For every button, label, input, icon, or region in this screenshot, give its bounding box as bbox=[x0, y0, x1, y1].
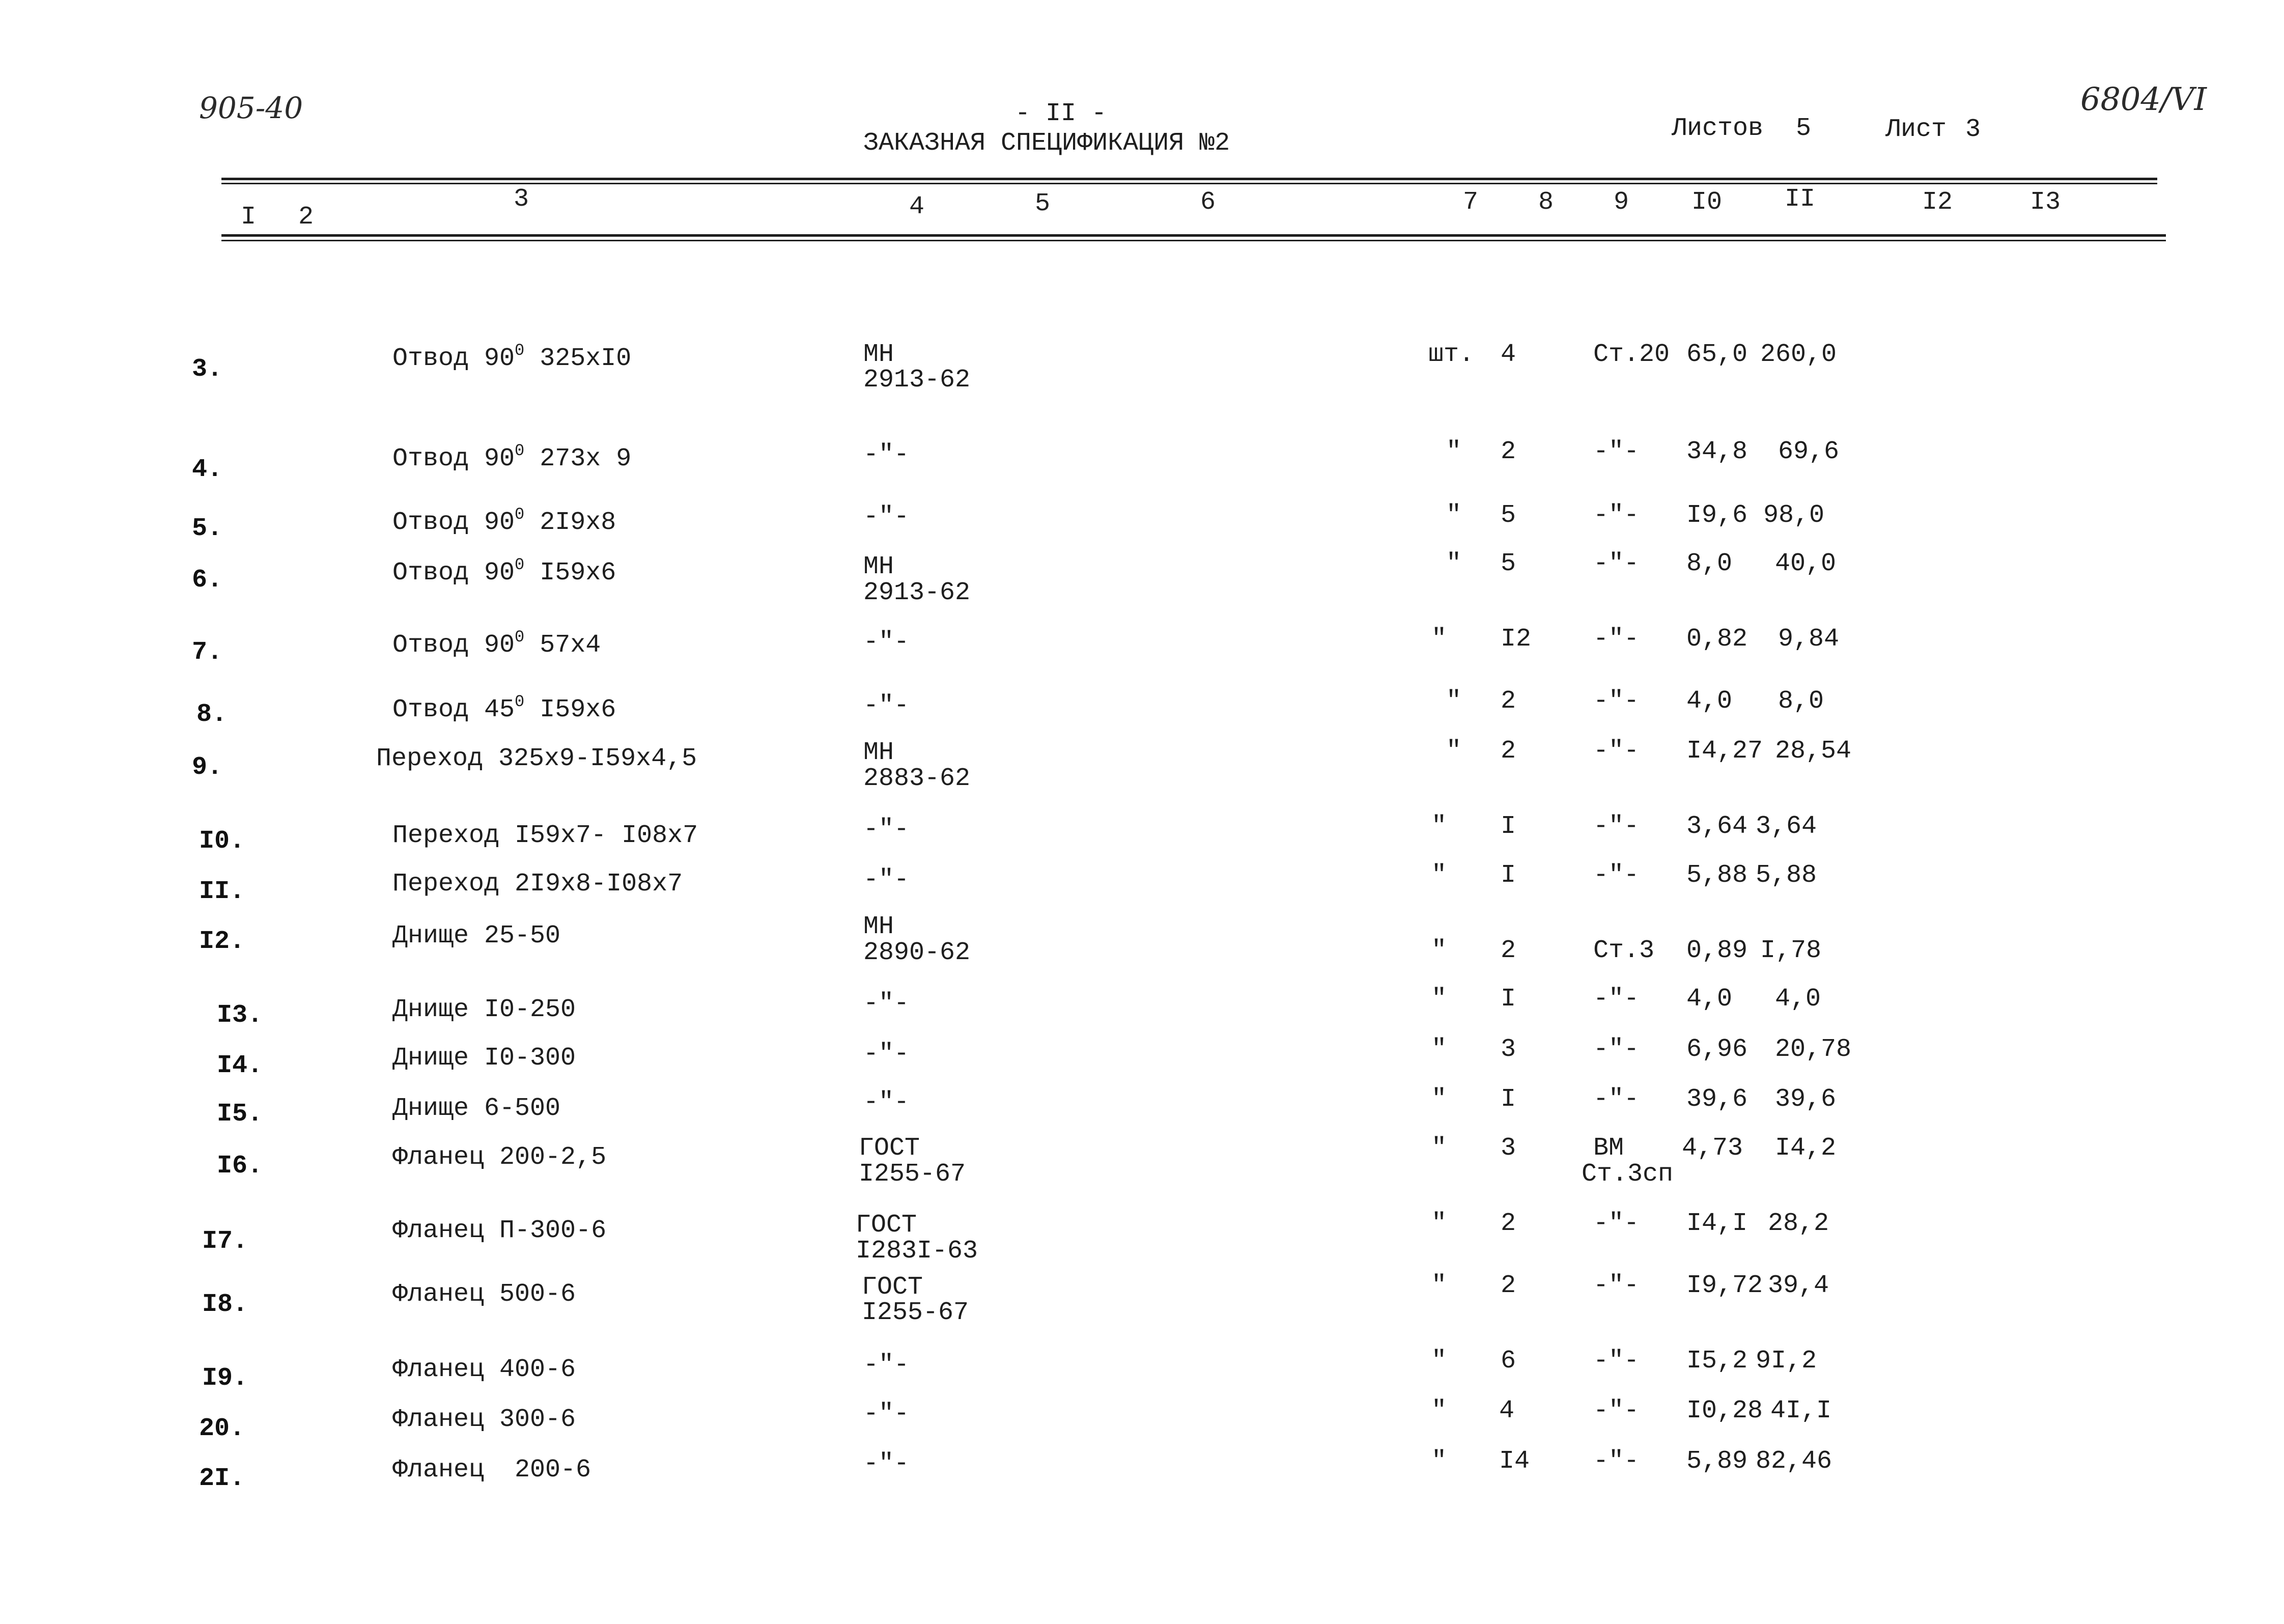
item-name-text: Отвод 90 bbox=[392, 508, 515, 537]
column-number: I2 bbox=[1922, 188, 1953, 217]
standard-doc-line: 2883-62 bbox=[863, 764, 971, 793]
handwritten-album-code: 6804/VI bbox=[2080, 80, 2207, 118]
unit-mass: 39,6 bbox=[1686, 1085, 1748, 1114]
standard-doc-line: -"- bbox=[863, 989, 910, 1018]
quantity: 2 bbox=[1501, 1271, 1516, 1300]
total-mass: 40,0 bbox=[1775, 549, 1837, 578]
quantity: 6 bbox=[1501, 1347, 1516, 1376]
material-line: Ст.20 bbox=[1593, 340, 1670, 369]
material-line: -"- bbox=[1593, 861, 1640, 890]
unit-mass: I4,27 bbox=[1686, 737, 1763, 766]
row-number: I0. bbox=[199, 827, 245, 856]
unit-mass: I9,72 bbox=[1686, 1271, 1763, 1300]
material-line: -"- bbox=[1593, 1271, 1640, 1300]
item-name-size: I59х6 bbox=[524, 695, 616, 724]
item-name-text: Переход I59х7- I08х7 bbox=[392, 821, 698, 850]
handwritten-doc-code: 905-40 bbox=[199, 91, 303, 125]
unit-of-measure: " bbox=[1431, 861, 1447, 890]
unit-mass: 34,8 bbox=[1686, 437, 1748, 466]
standard-doc-line: I255-67 bbox=[862, 1298, 969, 1327]
material-line: -"- bbox=[1593, 1209, 1640, 1238]
quantity: 2 bbox=[1501, 437, 1516, 466]
item-name-text: Днище 6-500 bbox=[392, 1094, 561, 1123]
unit-of-measure: шт. bbox=[1428, 340, 1475, 369]
degree-superscript: 0 bbox=[515, 555, 525, 574]
unit-of-measure: " bbox=[1431, 812, 1447, 841]
item-name bbox=[392, 823, 698, 849]
total-mass: 69,6 bbox=[1778, 437, 1840, 466]
row-number: I2. bbox=[199, 927, 245, 956]
standard-doc-line: ГОСТ bbox=[856, 1211, 917, 1240]
total-mass: 4I,I bbox=[1770, 1396, 1832, 1425]
item-name bbox=[392, 1407, 576, 1433]
total-mass: 3,64 bbox=[1756, 812, 1817, 841]
row-number: 9. bbox=[192, 753, 223, 782]
item-name bbox=[392, 1282, 576, 1307]
quantity: 5 bbox=[1501, 501, 1516, 530]
unit-of-measure: " bbox=[1431, 1209, 1447, 1238]
row-number: I4. bbox=[217, 1051, 263, 1080]
unit-of-measure: " bbox=[1431, 936, 1447, 965]
item-name-text: Фланец 200-6 bbox=[392, 1455, 591, 1485]
material-line: -"- bbox=[1593, 549, 1640, 578]
row-number: 5. bbox=[192, 514, 223, 543]
row-number: 7. bbox=[192, 638, 223, 667]
page-title: ЗАКАЗНАЯ СПЕЦИФИКАЦИЯ №2 bbox=[863, 129, 1230, 158]
item-name-text: Отвод 90 bbox=[392, 344, 515, 373]
material-line: -"- bbox=[1593, 625, 1640, 654]
sheet-label: Лист bbox=[1885, 115, 1947, 144]
item-name-text: Днище I0-300 bbox=[392, 1044, 576, 1073]
item-name-text: Переход 2I9х8-I08х7 bbox=[392, 870, 683, 899]
column-number: 8 bbox=[1538, 188, 1554, 217]
row-number: I8. bbox=[202, 1290, 248, 1319]
quantity: 2 bbox=[1501, 737, 1516, 766]
unit-of-measure: " bbox=[1431, 1271, 1447, 1300]
item-name bbox=[392, 1145, 606, 1170]
item-name-text: Переход 325х9-I59х4,5 bbox=[376, 744, 697, 773]
standard-doc-line: -"- bbox=[863, 628, 910, 657]
total-mass: 260,0 bbox=[1760, 340, 1837, 369]
unit-of-measure: " bbox=[1431, 625, 1447, 654]
unit-of-measure: " bbox=[1431, 1396, 1447, 1425]
item-name-text: Фланец 300-6 bbox=[392, 1405, 576, 1434]
item-name bbox=[392, 341, 632, 374]
page-marker: - II - bbox=[1015, 99, 1107, 128]
item-name-text: Отвод 90 bbox=[392, 444, 515, 473]
item-name-size: 57х4 bbox=[524, 631, 601, 660]
sheets-label: Листов bbox=[1672, 114, 1764, 143]
total-mass: 28,2 bbox=[1768, 1209, 1829, 1238]
total-mass: I,78 bbox=[1760, 936, 1822, 965]
item-name bbox=[392, 628, 601, 660]
material-line: ВМ bbox=[1593, 1134, 1624, 1163]
item-name-text: Днище 25-50 bbox=[392, 921, 561, 950]
item-name bbox=[392, 1218, 606, 1244]
row-number: I3. bbox=[217, 1001, 263, 1030]
unit-of-measure: " bbox=[1431, 1347, 1447, 1376]
item-name-text: Фланец 400-6 bbox=[392, 1355, 576, 1384]
item-name bbox=[392, 1455, 591, 1485]
row-number: 4. bbox=[192, 455, 223, 484]
unit-of-measure: " bbox=[1446, 501, 1462, 530]
item-name-text: Днище I0-250 bbox=[392, 995, 576, 1024]
material-line: -"- bbox=[1593, 437, 1640, 466]
unit-mass: 8,0 bbox=[1686, 549, 1733, 578]
standard-doc-line: 2913-62 bbox=[863, 578, 971, 607]
sheet-value: 3 bbox=[1965, 115, 1981, 144]
item-name-size: I59х6 bbox=[524, 558, 616, 587]
item-name-size: 273х 9 bbox=[524, 444, 632, 473]
total-mass: 9I,2 bbox=[1756, 1347, 1817, 1376]
unit-mass: I4,I bbox=[1686, 1209, 1748, 1238]
column-number: 6 bbox=[1200, 188, 1216, 217]
unit-mass: 5,88 bbox=[1686, 861, 1748, 890]
unit-of-measure: " bbox=[1446, 437, 1462, 466]
column-number: 3 bbox=[514, 185, 529, 214]
quantity: I bbox=[1501, 812, 1516, 841]
degree-superscript: 0 bbox=[515, 692, 525, 711]
sheets-value: 5 bbox=[1796, 114, 1812, 143]
standard-doc-line: -"- bbox=[863, 440, 910, 469]
item-name-text: Отвод 90 bbox=[392, 631, 515, 660]
degree-superscript: 0 bbox=[515, 341, 525, 360]
material-line: -"- bbox=[1593, 1035, 1640, 1064]
standard-doc-line: -"- bbox=[863, 502, 910, 531]
unit-of-measure: " bbox=[1431, 985, 1447, 1014]
item-name bbox=[392, 1096, 560, 1122]
standard-doc-line: -"- bbox=[863, 1449, 910, 1478]
quantity: I bbox=[1501, 1085, 1516, 1114]
item-name-text: Отвод 90 bbox=[392, 558, 515, 587]
column-number: II bbox=[1785, 185, 1816, 214]
quantity: 3 bbox=[1501, 1035, 1516, 1064]
unit-mass: I0,28 bbox=[1686, 1396, 1763, 1425]
unit-of-measure: " bbox=[1431, 1085, 1447, 1114]
standard-doc-line: ГОСТ bbox=[862, 1273, 923, 1302]
material-line: -"- bbox=[1593, 985, 1640, 1014]
item-name bbox=[392, 1357, 576, 1383]
total-mass: 28,54 bbox=[1775, 737, 1852, 766]
unit-of-measure: " bbox=[1431, 1134, 1447, 1163]
material-line: -"- bbox=[1593, 812, 1640, 841]
quantity: 2 bbox=[1501, 1209, 1516, 1238]
item-name bbox=[392, 997, 576, 1023]
standard-doc-line: -"- bbox=[863, 815, 910, 844]
item-name bbox=[392, 505, 616, 538]
unit-mass: 4,0 bbox=[1686, 985, 1733, 1014]
unit-mass: 0,89 bbox=[1686, 936, 1748, 965]
standard-doc-line: 2913-62 bbox=[863, 366, 971, 395]
total-mass: 4,0 bbox=[1775, 985, 1821, 1014]
quantity: I bbox=[1501, 861, 1516, 890]
material-line: -"- bbox=[1593, 1347, 1640, 1376]
column-number: 7 bbox=[1463, 188, 1479, 217]
total-mass: I4,2 bbox=[1775, 1134, 1837, 1163]
item-name-size: 325хI0 bbox=[524, 344, 632, 373]
total-mass: 9,84 bbox=[1778, 625, 1840, 654]
item-name bbox=[392, 923, 560, 949]
unit-of-measure: " bbox=[1446, 687, 1462, 716]
standard-doc-line: -"- bbox=[863, 1088, 910, 1117]
row-number: 3. bbox=[192, 355, 223, 384]
column-number: I bbox=[241, 203, 257, 232]
material-line: Ст.3сп bbox=[1582, 1160, 1674, 1189]
column-number: I3 bbox=[2030, 188, 2061, 217]
item-name-text: Фланец П-300-6 bbox=[392, 1216, 607, 1245]
standard-doc-line: -"- bbox=[863, 1399, 910, 1429]
unit-mass: 0,82 bbox=[1686, 625, 1748, 654]
row-number: I9. bbox=[202, 1364, 248, 1393]
material-line: -"- bbox=[1593, 1447, 1640, 1476]
item-name-text: Фланец 500-6 bbox=[392, 1280, 576, 1309]
unit-of-measure: " bbox=[1446, 737, 1462, 766]
unit-mass: 6,96 bbox=[1686, 1035, 1748, 1064]
header-top-rule-secondary bbox=[221, 183, 2157, 184]
item-name-size: 2I9х8 bbox=[524, 508, 616, 537]
column-number: 5 bbox=[1035, 189, 1051, 218]
total-mass: 82,46 bbox=[1756, 1447, 1832, 1476]
standard-doc-line: I255-67 bbox=[859, 1160, 966, 1189]
quantity: 5 bbox=[1501, 549, 1516, 578]
unit-of-measure: " bbox=[1431, 1447, 1447, 1476]
standard-doc-line: МН bbox=[863, 552, 894, 581]
material-line: -"- bbox=[1593, 501, 1640, 530]
standard-doc-line: I283I-63 bbox=[856, 1237, 978, 1266]
standard-doc-line: -"- bbox=[863, 865, 910, 894]
material-line: -"- bbox=[1593, 687, 1640, 716]
row-number: I5. bbox=[217, 1100, 263, 1129]
total-mass: 98,0 bbox=[1763, 501, 1825, 530]
quantity: I4 bbox=[1499, 1447, 1530, 1476]
standard-doc-line: -"- bbox=[863, 1040, 910, 1069]
header-bottom-rule-secondary bbox=[221, 240, 2166, 241]
degree-superscript: 0 bbox=[515, 441, 525, 460]
quantity: 4 bbox=[1499, 1396, 1515, 1425]
material-line: -"- bbox=[1593, 737, 1640, 766]
item-name-text: Отвод 45 bbox=[392, 695, 515, 724]
total-mass: 5,88 bbox=[1756, 861, 1817, 890]
column-number: I0 bbox=[1691, 188, 1723, 217]
total-mass: 39,6 bbox=[1775, 1085, 1837, 1114]
standard-doc-line: 2890-62 bbox=[863, 938, 971, 967]
item-name-text: Фланец 200-2,5 bbox=[392, 1143, 607, 1172]
row-number: 2I. bbox=[199, 1464, 245, 1493]
unit-mass: 65,0 bbox=[1686, 340, 1748, 369]
quantity: 2 bbox=[1501, 687, 1516, 716]
item-name bbox=[392, 692, 616, 725]
standard-doc-line: МН bbox=[863, 912, 894, 941]
column-number: 9 bbox=[1614, 188, 1629, 217]
row-number: I7. bbox=[202, 1227, 248, 1256]
standard-doc-line: -"- bbox=[863, 691, 910, 720]
standard-doc-line: МН bbox=[863, 738, 894, 767]
item-name bbox=[392, 872, 683, 897]
quantity: 4 bbox=[1501, 340, 1516, 369]
degree-superscript: 0 bbox=[515, 628, 525, 647]
unit-of-measure: " bbox=[1446, 549, 1462, 578]
unit-mass: I5,2 bbox=[1686, 1347, 1748, 1376]
unit-of-measure: " bbox=[1431, 1035, 1447, 1064]
header-top-rule bbox=[221, 178, 2157, 180]
degree-superscript: 0 bbox=[515, 505, 525, 524]
total-mass: 8,0 bbox=[1778, 687, 1824, 716]
row-number: 6. bbox=[192, 566, 223, 595]
row-number: 8. bbox=[196, 700, 228, 729]
material-line: Ст.3 bbox=[1593, 936, 1655, 965]
quantity: I2 bbox=[1501, 625, 1532, 654]
total-mass: 39,4 bbox=[1768, 1271, 1829, 1300]
row-number: I6. bbox=[217, 1152, 263, 1181]
material-line: -"- bbox=[1593, 1396, 1640, 1425]
item-name bbox=[392, 441, 632, 474]
item-name bbox=[376, 746, 697, 772]
row-number: 20. bbox=[199, 1414, 245, 1443]
unit-mass: 4,73 bbox=[1682, 1134, 1743, 1163]
unit-mass: I9,6 bbox=[1686, 501, 1748, 530]
header-bottom-rule bbox=[221, 234, 2166, 237]
unit-mass: 4,0 bbox=[1686, 687, 1733, 716]
quantity: 2 bbox=[1501, 936, 1516, 965]
item-name bbox=[392, 555, 616, 588]
material-line: -"- bbox=[1593, 1085, 1640, 1114]
quantity: 3 bbox=[1501, 1134, 1516, 1163]
unit-mass: 5,89 bbox=[1686, 1447, 1748, 1476]
standard-doc-line: ГОСТ bbox=[859, 1134, 920, 1163]
column-number: 4 bbox=[909, 192, 925, 221]
standard-doc-line: МН bbox=[863, 340, 894, 369]
column-number: 2 bbox=[298, 203, 314, 232]
standard-doc-line: -"- bbox=[863, 1351, 910, 1380]
row-number: II. bbox=[199, 877, 245, 906]
quantity: I bbox=[1501, 985, 1516, 1014]
total-mass: 20,78 bbox=[1775, 1035, 1852, 1064]
item-name bbox=[392, 1046, 576, 1071]
unit-mass: 3,64 bbox=[1686, 812, 1748, 841]
